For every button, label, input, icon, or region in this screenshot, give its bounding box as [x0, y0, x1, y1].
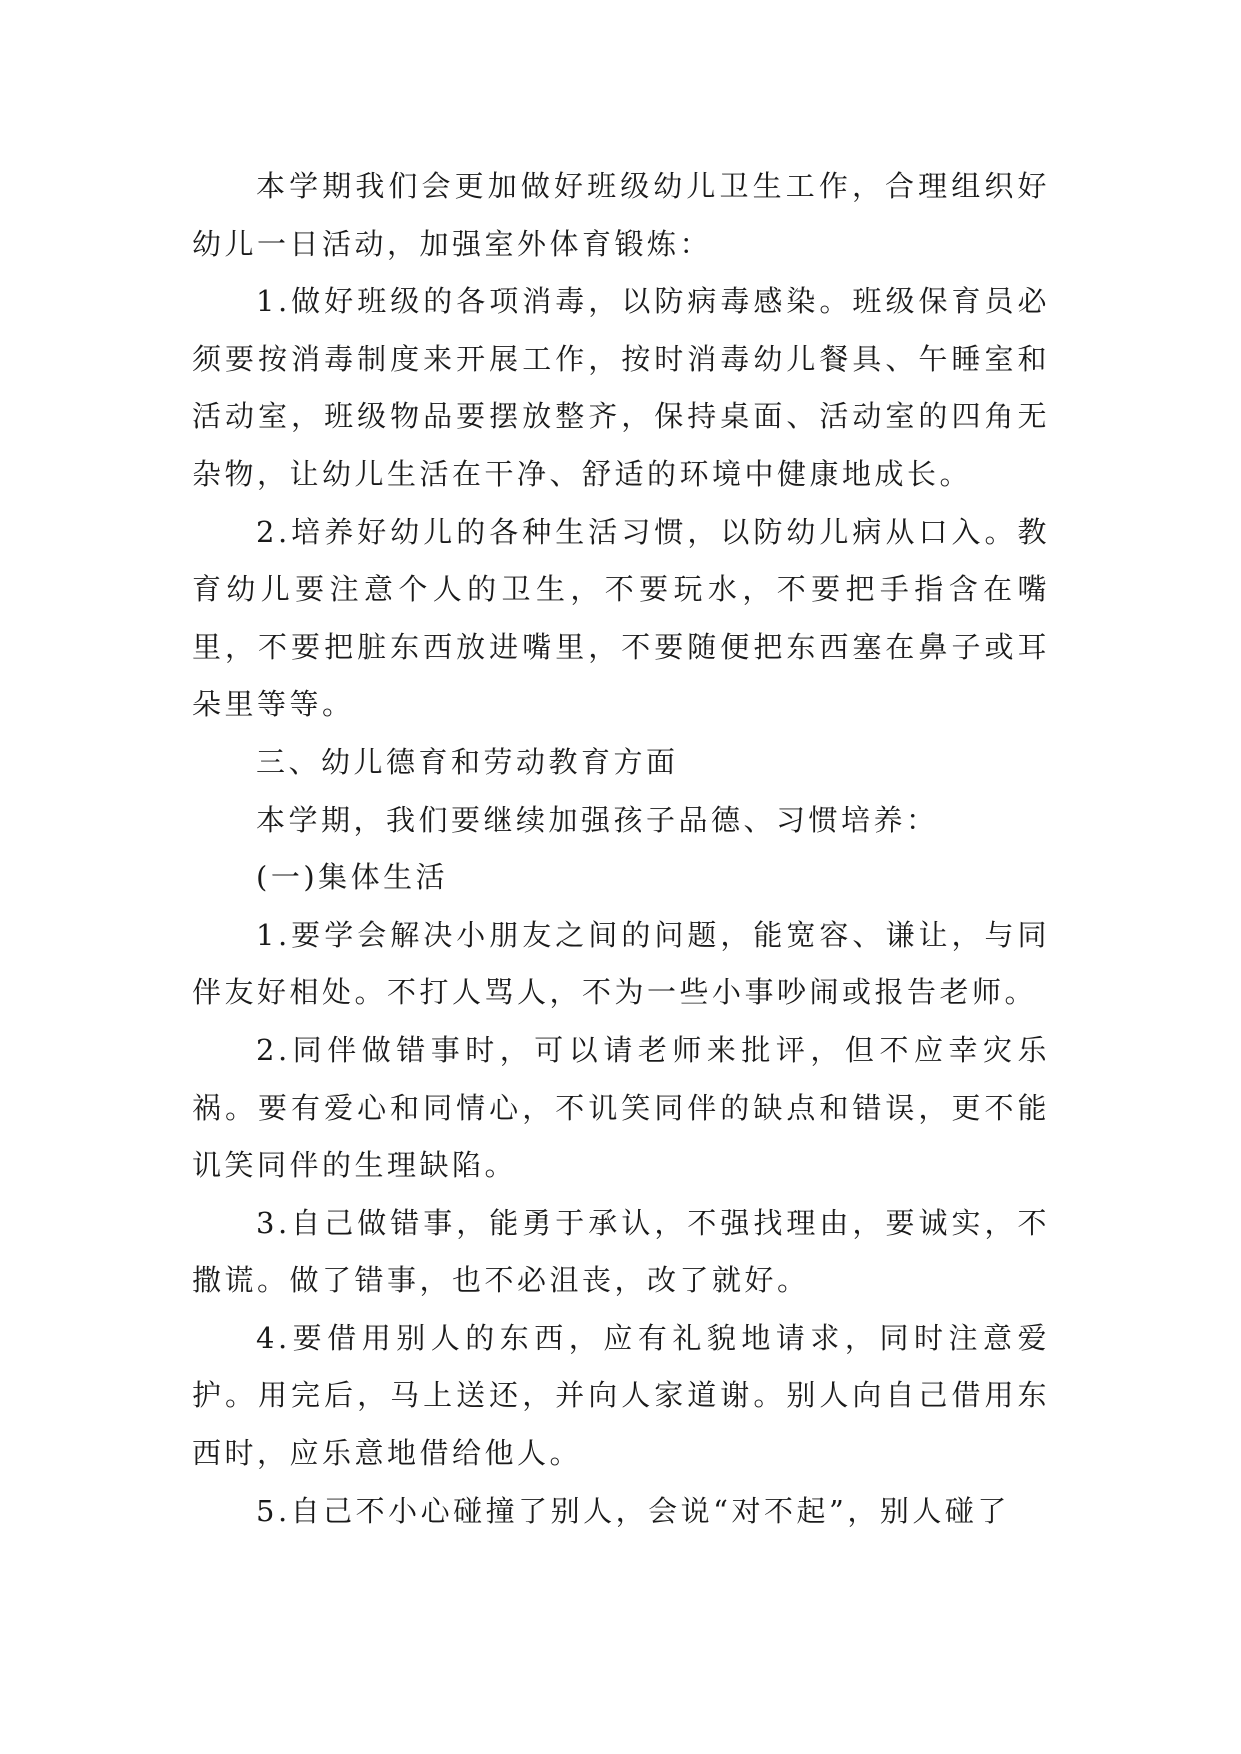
paragraph-item-1: 1.要学会解决小朋友之间的问题，能宽容、谦让，与同伴友好相处。不打人骂人，不为一些小事吵闹或报告老师。: [192, 917, 1050, 1010]
subheading-group-life: (一)集体生活: [256, 860, 449, 895]
document-body: [192, 158, 1050, 1540]
paragraph-disinfection: 1.做好班级的各项消毒，以防病毒感染。班级保育员必须要按消毒制度来开展工作，按时消毒幼儿餐具、午睡室和活动室，班级物品要摆放整齐，保持桌面、活动室的四角无杂物，让幼儿生活在干净、舒适的环境中健康地成长。: [192, 284, 1050, 491]
paragraph-moral-intro: 本学期，我们要继续加强孩子品德、习惯培养：: [256, 802, 939, 837]
section-heading-moral-labor: 三、幼儿德育和劳动教育方面: [256, 744, 679, 779]
paragraph-item-2: 2.同伴做错事时，可以请老师来批评，但不应幸灾乐祸。要有爱心和同情心，不讥笑同伴的缺点和错误，更不能讥笑同伴的生理缺陷。: [192, 1032, 1050, 1183]
paragraph-item-3: 3.自己做错事，能勇于承认，不强找理由，要诚实，不撒谎。做了错事，也不必沮丧，改了就好。: [192, 1205, 1050, 1298]
paragraph-habits: 2.培养好幼儿的各种生活习惯，以防幼儿病从口入。教育幼儿要注意个人的卫生，不要玩水，不要把手指含在嘴里，不要把脏东西放进嘴里，不要随便把东西塞在鼻子或耳朵里等等。: [192, 514, 1050, 722]
paragraph-item-5: 5.自己不小心碰撞了别人，会说“对不起”，别人碰了: [256, 1493, 1010, 1528]
paragraph-item-4: 4.要借用别人的东西，应有礼貌地请求，同时注意爱护。用完后，马上送还，并向人家道谢。别人向自己借用东西时，应乐意地借给他人。: [192, 1320, 1050, 1471]
paragraph-hygiene-intro: 本学期我们会更加做好班级幼儿卫生工作，合理组织好幼儿一日活动，加强室外体育锻炼：: [192, 169, 1050, 261]
